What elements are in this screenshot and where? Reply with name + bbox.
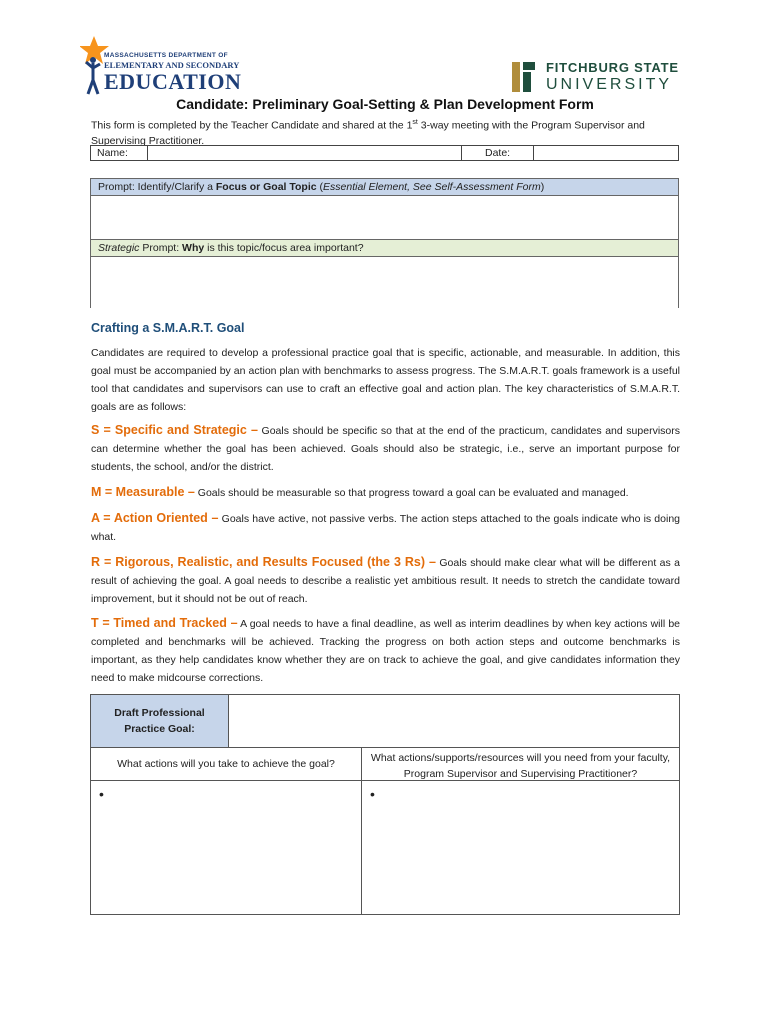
page-title: Candidate: Preliminary Goal-Setting & Plan Development Form <box>176 96 594 112</box>
focus-response-field[interactable] <box>91 196 678 240</box>
fsu-mark-icon <box>510 60 540 94</box>
smart-intro: Candidates are required to develop a professional practice goal that is specific, actionable, and measurable. In addition, this goal must be accompanied by an action plan with benchmarks to assess progress. The S.M.A.R.T. goals framework is a useful tool that candidates and supervisors can use to craft an effective goal and action plan. The key characteristics of S.M.A.R.T. goals are as follows: <box>91 347 680 413</box>
strategic-response-field[interactable] <box>91 257 678 308</box>
smart-item-r: R = Rigorous, Realistic, and Results Focused (the 3 Rs) – Goals should make clear what will be different as a result of achieving the goal. A goal needs to describe a realistic yet ambitious result. It needs to stretch the candidate toward improvement, but it should not be out of reach. <box>91 555 680 605</box>
actions-field[interactable] <box>91 781 362 914</box>
smart-item-t: T = Timed and Tracked – A goal needs to have a final deadline, as well as interim deadlines by when key actions will be completed and benchmarks will be achieved. Tracking the progress on both action steps and outcome benchmarks is important, as they help candidates know whether they are on track to achieve the goal, and give candidates information they need to make midcourse corrections. <box>91 616 680 684</box>
supports-bullet: • <box>370 786 375 802</box>
dese-line2: ELEMENTARY AND SECONDARY <box>104 60 240 70</box>
actions-header: What actions will you take to achieve the goal? <box>91 748 362 781</box>
name-field[interactable] <box>148 146 461 160</box>
name-label: Name: <box>97 147 128 159</box>
dese-line1: MASSACHUSETTS DEPARTMENT OF <box>104 52 228 59</box>
smart-item-s: S = Specific and Strategic – Goals should be specific so that at the end of the practicum, candidates and supervisors can determine whether the goal has been achieved. Goals should also be strategic, i.e., serve an important purpose for students, the school, and/or the district. <box>91 423 680 473</box>
smart-item-m: M = Measurable – Goals should be measurable so that progress toward a goal can be evaluated and managed. <box>91 485 629 499</box>
supports-field[interactable] <box>362 781 679 914</box>
supports-header: What actions/supports/resources will you need from your faculty, Program Supervisor and Supervising Practitioner? <box>362 748 679 781</box>
actions-bullet: • <box>99 786 104 802</box>
date-label: Date: <box>485 147 511 159</box>
focus-prompt-table <box>90 178 679 240</box>
dese-logo <box>80 36 250 98</box>
focus-prompt-header: Prompt: Identify/Clarify a Focus or Goal Topic (Essential Element, See Self-Assessment Form) <box>91 179 678 196</box>
draft-goal-table <box>90 694 680 915</box>
strategic-prompt-table <box>90 239 679 308</box>
smart-heading: Crafting a S.M.A.R.T. Goal <box>91 321 245 335</box>
draft-goal-label: Draft Professional Practice Goal: <box>91 695 229 748</box>
intro-text: This form is completed by the Teacher Candidate and shared at the 1st 3-way meeting with the Program Supervisor and Supervising Practitioner. <box>91 119 645 147</box>
name-date-table <box>90 145 679 161</box>
date-field[interactable] <box>534 146 678 160</box>
smart-item-a: A = Action Oriented – Goals have active, not passive verbs. The action steps attached to the goals indicate who is doing what. <box>91 511 680 543</box>
fsu-line2: UNIVERSITY <box>546 76 673 93</box>
dese-line3: EDUCATION <box>104 69 242 94</box>
strategic-prompt-header: Strategic Prompt: Why is this topic/focus area important? <box>91 240 678 257</box>
fsu-line1: FITCHBURG STATE <box>546 60 679 75</box>
draft-goal-field[interactable] <box>229 695 679 748</box>
fsu-logo <box>510 58 680 98</box>
